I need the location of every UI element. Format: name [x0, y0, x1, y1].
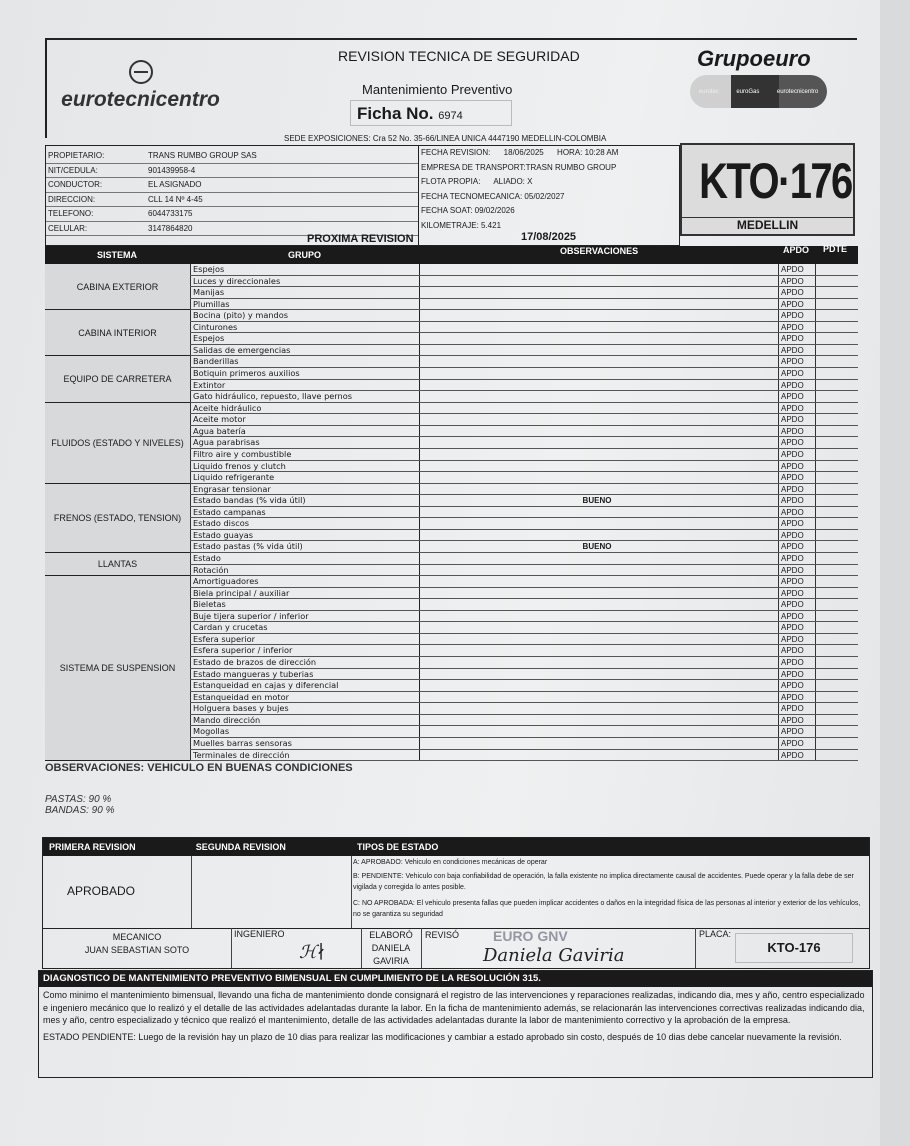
- checklist-row: [190, 645, 858, 657]
- item-status-apdo[interactable]: APDO: [778, 611, 816, 622]
- item-status-apdo[interactable]: APDO: [778, 530, 816, 541]
- item-name: Terminales de dirección: [190, 750, 420, 761]
- item-status-apdo[interactable]: APDO: [778, 553, 816, 564]
- owner-info-table: [45, 145, 680, 246]
- vehicle-info-row: FECHA TECNOMECANICA: 05/02/2027: [421, 191, 565, 201]
- checklist-row: [190, 264, 858, 276]
- item-status-apdo[interactable]: APDO: [778, 391, 816, 402]
- item-status-apdo[interactable]: APDO: [778, 495, 816, 506]
- ingeniero-signature: ℋ∤: [299, 942, 326, 963]
- checklist-row: [190, 426, 858, 438]
- item-status-apdo[interactable]: APDO: [778, 484, 816, 495]
- grupoeuro-logo: Grupoeuro: [697, 46, 811, 71]
- item-name: Engrasar tensionar: [190, 484, 420, 495]
- item-status-apdo[interactable]: APDO: [778, 692, 816, 703]
- checklist-row: [190, 750, 858, 762]
- item-status-apdo[interactable]: APDO: [778, 426, 816, 437]
- item-status-apdo[interactable]: APDO: [778, 472, 816, 483]
- item-status-apdo[interactable]: APDO: [778, 750, 816, 761]
- document-subtitle: Mantenimiento Preventivo: [362, 82, 513, 97]
- owner-row: [46, 164, 418, 179]
- vehicle-info-row: FLOTA PROPIA: ALIADO: X: [421, 177, 533, 186]
- item-name: Esfera superior: [190, 634, 420, 645]
- item-status-apdo[interactable]: APDO: [778, 541, 816, 552]
- divider: [695, 928, 696, 968]
- col-observaciones: OBSERVACIONES: [560, 246, 639, 256]
- item-status-apdo[interactable]: APDO: [778, 576, 816, 587]
- owner-label: CONDUCTOR:: [48, 180, 103, 189]
- checklist-row: [190, 565, 858, 577]
- checklist-row: [190, 391, 858, 403]
- checklist-row: [190, 356, 858, 368]
- item-status-apdo[interactable]: APDO: [778, 599, 816, 610]
- diagnostico-title: DIAGNOSTICO DE MANTENIMIENTO PREVENTIVO BIMENSUAL EN CUMPLIMIENTO DE LA RESOLUCIÓN 315.: [39, 971, 872, 987]
- pill-label: eurotec: [698, 88, 719, 95]
- item-name: Liquido refrigerante: [190, 472, 420, 483]
- item-status-apdo[interactable]: APDO: [778, 299, 816, 310]
- item-status-apdo[interactable]: APDO: [778, 403, 816, 414]
- system-label: FRENOS (ESTADO, TENSION): [45, 484, 190, 553]
- item-status-apdo[interactable]: APDO: [778, 726, 816, 737]
- item-name: Estado discos: [190, 518, 420, 529]
- checklist-row: [190, 530, 858, 542]
- checklist-row: [190, 449, 858, 461]
- item-name: Amortiguadores: [190, 576, 420, 587]
- checklist-row: [190, 276, 858, 288]
- checklist-row: [190, 726, 858, 738]
- item-status-apdo[interactable]: APDO: [778, 368, 816, 379]
- checklist-row: [190, 692, 858, 704]
- item-name: Agua parabrisas: [190, 437, 420, 448]
- pill-label: euroGas: [736, 88, 760, 95]
- item-status-apdo[interactable]: APDO: [778, 333, 816, 344]
- plate-number: KTO·176: [699, 153, 852, 209]
- item-name: Estanqueidad en cajas y diferencial: [190, 680, 420, 691]
- owner-label: CELULAR:: [48, 223, 88, 233]
- item-status-apdo[interactable]: APDO: [778, 507, 816, 518]
- item-name: Agua batería: [190, 426, 420, 437]
- item-status-apdo[interactable]: APDO: [778, 738, 816, 749]
- item-name: Liquido frenos y clutch: [190, 461, 420, 472]
- mecanico-label: MECANICO: [112, 932, 162, 942]
- item-name: Estado de brazos de dirección: [190, 657, 420, 668]
- owner-row: [46, 178, 418, 193]
- segunda-label: SEGUNDA REVISION: [195, 842, 286, 852]
- checklist-row: [190, 738, 858, 750]
- ingeniero-label: INGENIERO: [234, 929, 285, 939]
- item-name: Manijas: [190, 287, 420, 298]
- owner-value: EL ASIGNADO: [148, 180, 202, 189]
- owner-value: CLL 14 Nº 4-45: [148, 194, 203, 204]
- ficha-label: Ficha No.: [357, 104, 434, 123]
- wear-percentages: [45, 794, 114, 816]
- item-name: Estado guayas: [190, 530, 420, 541]
- checklist-row: [190, 576, 858, 588]
- col-pdte: PDTE: [823, 244, 848, 254]
- item-name: Estado mangueras y tuberias: [190, 669, 420, 680]
- item-name: Aceite hidráulico: [190, 403, 420, 414]
- col-apdo: APDO: [783, 245, 810, 255]
- item-name: Banderillas: [190, 356, 420, 367]
- bandas-value: BANDAS: 90 %: [45, 805, 115, 816]
- divider: [231, 928, 232, 968]
- tipo-c: C: NO APROBADA: El vehiculo presenta fallas que pueden implicar accidentes o daños en la integridad física de las personas al interior y exterior de los vehículos, no se garantiza su seguridad: [353, 900, 861, 918]
- item-name: Filtro aire y combustible: [190, 449, 420, 460]
- checklist-row: [190, 380, 858, 392]
- item-status-apdo[interactable]: APDO: [778, 669, 816, 680]
- eurotecnicentro-logo: [58, 60, 223, 112]
- checklist-row: [190, 345, 858, 357]
- checklist-row: [190, 553, 858, 565]
- checklist-row: [190, 541, 858, 553]
- checklist-row: [190, 703, 858, 715]
- col-sistema: SISTEMA: [97, 250, 138, 260]
- checklist-row: [190, 472, 858, 484]
- checklist-row: [190, 507, 858, 519]
- checklist-row: [190, 680, 858, 692]
- tipo-a: A: APROBADO: Vehiculo en condiciones mecánicas de operar: [353, 859, 548, 866]
- item-status-apdo[interactable]: APDO: [778, 518, 816, 529]
- item-name: Espejos: [190, 333, 420, 344]
- item-name: Rotación: [190, 565, 420, 576]
- checklist-row: [190, 669, 858, 681]
- system-label: SISTEMA DE SUSPENSION: [45, 576, 190, 761]
- brand-pills-logo: [690, 75, 827, 108]
- item-name: Mogollas: [190, 726, 420, 737]
- diagnostico-section: [38, 970, 873, 1078]
- system-label: FLUIDOS (ESTADO Y NIVELES): [45, 403, 190, 484]
- item-name: Gato hidráulico, repuesto, llave pernos: [190, 391, 420, 402]
- checklist-row: [190, 599, 858, 611]
- owner-label: PROPIETARIO:: [48, 151, 105, 160]
- divider: [191, 856, 192, 928]
- owner-value: TRANS RUMBO GROUP SAS: [148, 151, 257, 160]
- divider: [421, 928, 422, 968]
- col-grupo: GRUPO: [288, 250, 322, 260]
- pill-label: eurotecnicentro: [776, 88, 819, 95]
- item-status-apdo[interactable]: APDO: [778, 622, 816, 633]
- diagnostico-paragraph: Como minimo el mantenimiento bimensual, llevando una ficha de mantenimiento donde consignará el registro de las intervenciones y reparaciones realizadas, indicando dia, mes y año, centro especializado e ingeniero mecánico que lo realizó y el detalle de las actividades adelantadas durante la labor. En la ficha de mantenimiento además, se relacionarán las intervenciones correctivas realizadas indicando dia, mes y año, centro especializado y técnico que realizó el mantenimiento, detalle de las actividades adelantadas durante la labor de mantenimiento correctivo y la aprobación de la empresa.: [43, 990, 865, 1025]
- owner-row: [46, 207, 418, 222]
- checklist-row: [190, 518, 858, 530]
- revision-header: [43, 838, 351, 856]
- vehicle-info-row: KILOMETRAJE: 5.421: [421, 220, 502, 230]
- company-stamp: EURO GNV: [493, 928, 568, 944]
- divider: [418, 146, 419, 245]
- checklist-row: [190, 611, 858, 623]
- item-name: Mando dirección: [190, 715, 420, 726]
- item-status-apdo[interactable]: APDO: [778, 680, 816, 691]
- item-name: Aceite motor: [190, 414, 420, 425]
- vehicle-info-row: FECHA SOAT: 09/02/2026: [421, 206, 515, 215]
- checklist-row: [190, 495, 858, 507]
- item-status-apdo[interactable]: APDO: [778, 276, 816, 287]
- item-name: Estado bandas (% vida útil): [190, 495, 420, 506]
- item-name: Cardan y crucetas: [190, 622, 420, 633]
- item-name: Estanqueidad en motor: [190, 692, 420, 703]
- vehicle-info-row: EMPRESA DE TRANSPORT:TRASN RUMBO GROUP: [421, 162, 617, 172]
- item-observation: BUENO: [582, 496, 612, 506]
- system-label: CABINA INTERIOR: [45, 310, 190, 356]
- proxima-date: 17/08/2025: [521, 231, 577, 243]
- item-status-apdo[interactable]: APDO: [778, 356, 816, 367]
- checklist-row: [190, 588, 858, 600]
- item-status-apdo[interactable]: APDO: [778, 414, 816, 425]
- item-name: Salidas de emergencias: [190, 345, 420, 356]
- mecanico-name: JUAN SEBASTIAN SOTO: [84, 945, 190, 955]
- item-status-apdo[interactable]: APDO: [778, 657, 816, 668]
- vehicle-info-row: FECHA REVISION: 18/06/2025 HORA: 10:28 AM: [421, 148, 619, 157]
- document-title: REVISION TECNICA DE SEGURIDAD: [338, 48, 580, 64]
- checklist-row: [190, 333, 858, 345]
- item-name: Bocina (pito) y mandos: [190, 310, 420, 321]
- item-status-apdo[interactable]: APDO: [778, 703, 816, 714]
- primera-label: PRIMERA REVISION: [49, 842, 136, 852]
- item-observation: BUENO: [582, 542, 612, 552]
- checklist-row: [190, 414, 858, 426]
- owner-label: TELEFONO:: [48, 209, 94, 218]
- proxima-revision: [45, 233, 857, 246]
- item-status-apdo[interactable]: APDO: [778, 345, 816, 356]
- pastas-value: PASTAS: 90 %: [45, 794, 112, 805]
- owner-row: [46, 149, 418, 164]
- tipo-b: B: PENDIENTE: Vehiculo con baja confiabilidad de operación, la falla existente no implica directamente causal de accidentes. Puede operar y la falla debe de ser vigilada y corregida lo antes posible.: [353, 873, 854, 891]
- item-name: Plumillas: [190, 299, 420, 310]
- system-label: EQUIPO DE CARRETERA: [45, 356, 190, 402]
- item-name: Botiquin primeros auxilios: [190, 368, 420, 379]
- observaciones-text: OBSERVACIONES: VEHICULO EN BUENAS CONDICIONES: [45, 762, 353, 774]
- item-status-apdo[interactable]: APDO: [778, 449, 816, 460]
- item-name: Extintor: [190, 380, 420, 391]
- checklist-row: [190, 484, 858, 496]
- checklist-row: [190, 657, 858, 669]
- item-name: Muelles barras sensoras: [190, 738, 420, 749]
- checklist-row: [190, 403, 858, 415]
- checklist-row: [190, 461, 858, 473]
- owner-value: 3147864820: [148, 223, 193, 233]
- elaboro-label: ELABORÓ: [369, 930, 413, 940]
- item-name: Cinturones: [190, 322, 420, 333]
- license-plate-photo: [680, 143, 855, 236]
- checklist-row: [190, 287, 858, 299]
- reviso-label: REVISÓ: [425, 930, 460, 940]
- logo-mark-icon: [129, 60, 153, 84]
- item-name: Buje tijera superior / inferior: [190, 611, 420, 622]
- item-name: Holguera bases y bujes: [190, 703, 420, 714]
- revision-status-section: [42, 837, 870, 969]
- ficha-number-box: [350, 100, 512, 126]
- checklist-row: [190, 368, 858, 380]
- plate-city: MEDELLIN: [682, 217, 853, 232]
- checklist-header: [45, 246, 858, 264]
- item-status-apdo[interactable]: APDO: [778, 461, 816, 472]
- reviso-signature: Daniela Gaviria: [483, 945, 625, 966]
- item-name: Estado campanas: [190, 507, 420, 518]
- item-status-apdo[interactable]: APDO: [778, 565, 816, 576]
- item-name: Biela principal / auxiliar: [190, 588, 420, 599]
- item-status-apdo[interactable]: APDO: [778, 588, 816, 599]
- placa-label: PLACA:: [699, 929, 732, 939]
- item-name: Estado pastas (% vida útil): [190, 541, 420, 552]
- item-status-apdo[interactable]: APDO: [778, 437, 816, 448]
- tipos-header: TIPOS DE ESTADO: [351, 838, 869, 856]
- item-status-apdo[interactable]: APDO: [778, 310, 816, 321]
- sede-address: SEDE EXPOSICIONES: Cra 52 No. 35-66/LINEA UNICA 4447190 MEDELLIN-COLOMBIA: [284, 134, 607, 143]
- item-status-apdo[interactable]: APDO: [778, 634, 816, 645]
- owner-value: 6044733175: [148, 209, 193, 218]
- divider: [43, 928, 869, 929]
- item-name: Bieletas: [190, 599, 420, 610]
- elaboro-block: [361, 929, 421, 968]
- checklist-row: [190, 634, 858, 646]
- checklist-row: [190, 715, 858, 727]
- item-status-apdo[interactable]: APDO: [778, 287, 816, 298]
- checklist-row: [190, 437, 858, 449]
- item-name: Esfera superior / inferior: [190, 645, 420, 656]
- item-status-apdo[interactable]: APDO: [778, 264, 816, 275]
- owner-row: [46, 193, 418, 208]
- item-status-apdo[interactable]: APDO: [778, 645, 816, 656]
- checklist-row: [190, 622, 858, 634]
- brand-left-text: eurotecnicentro: [61, 88, 220, 111]
- item-name: Espejos: [190, 264, 420, 275]
- checklist-row: [190, 299, 858, 311]
- owner-value: 901439958-4: [148, 165, 196, 175]
- item-name: Estado: [190, 553, 420, 564]
- system-label: LLANTAS: [45, 553, 190, 576]
- primera-result: APROBADO: [67, 884, 136, 898]
- mecanico-block: [43, 931, 231, 957]
- item-status-apdo[interactable]: APDO: [778, 380, 816, 391]
- placa-value: KTO-176: [735, 933, 853, 963]
- checklist-row: [190, 322, 858, 334]
- owner-label: DIRECCION:: [48, 194, 96, 204]
- ficha-number: 6974: [438, 110, 463, 122]
- item-status-apdo[interactable]: APDO: [778, 715, 816, 726]
- owner-label: NIT/CEDULA:: [48, 165, 98, 175]
- estado-pendiente-paragraph: ESTADO PENDIENTE: Luego de la revisión hay un plazo de 10 dias para realizar las modificaciones y cambiar a estado aprobado sin costo, después de 10 dias debe cancelar nuevamente la revisión.: [43, 1031, 842, 1042]
- system-label: CABINA EXTERIOR: [45, 264, 190, 310]
- item-status-apdo[interactable]: APDO: [778, 322, 816, 333]
- elaboro-surname: GAVIRIA: [373, 956, 409, 966]
- elaboro-name: DANIELA: [371, 943, 411, 953]
- item-name: Luces y direccionales: [190, 276, 420, 287]
- checklist-row: [190, 310, 858, 322]
- proxima-label: PROXIMA REVISION: [307, 233, 414, 245]
